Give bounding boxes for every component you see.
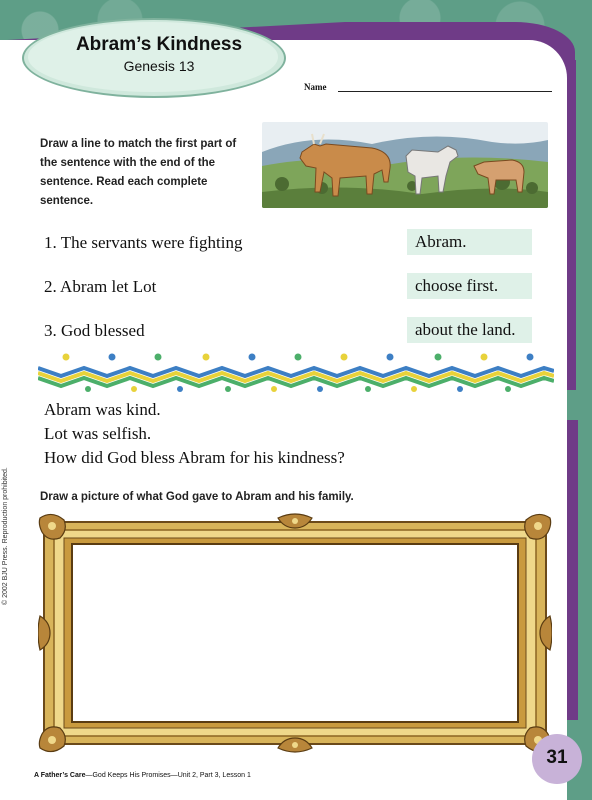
story-line-2: Lot was selfish.	[44, 424, 152, 443]
zigzag-border	[38, 352, 554, 392]
footer-series: A Father’s Care	[34, 772, 86, 779]
sentence-ending-1[interactable]: Abram.	[407, 229, 532, 255]
decorative-frame-right	[564, 0, 592, 800]
drawing-area	[72, 544, 518, 722]
story-text	[44, 398, 345, 470]
name-field[interactable]	[338, 91, 552, 92]
footer-lesson: Unit 2, Part 3, Lesson 1	[177, 772, 251, 779]
sentence-ending-3[interactable]: about the land.	[407, 317, 532, 343]
footer	[34, 772, 251, 779]
story-line-1: Abram was kind.	[44, 400, 161, 419]
footer-unit-title: —God Keeps His Promises—	[85, 772, 178, 779]
sentence-ending-2[interactable]: choose first.	[407, 273, 532, 299]
ornate-picture-frame	[38, 512, 552, 754]
page-subtitle: Genesis 13	[123, 58, 195, 74]
name-label: Name	[304, 82, 327, 92]
story-line-3: How did God bless Abram for his kindness?	[44, 448, 345, 467]
cattle-illustration	[262, 122, 548, 208]
match-instructions: Draw a line to match the first part of the sentence with the end of the sentence. Read each complete sentence.	[40, 138, 237, 207]
sentence-start-2: 2. Abram let Lot	[44, 277, 157, 296]
page-number: 31	[546, 747, 568, 768]
page-title: Abram’s Kindness	[75, 34, 243, 55]
sentence-start-3: 3. God blessed	[44, 321, 145, 340]
sentence-start-1: 1. The servants were fighting	[44, 233, 243, 252]
draw-instructions: Draw a picture of what God gave to Abram and his family.	[40, 491, 354, 503]
title-oval-inner	[28, 22, 278, 92]
copyright-notice: © 2002 BJU Press. Reproduction prohibited.	[2, 467, 9, 605]
